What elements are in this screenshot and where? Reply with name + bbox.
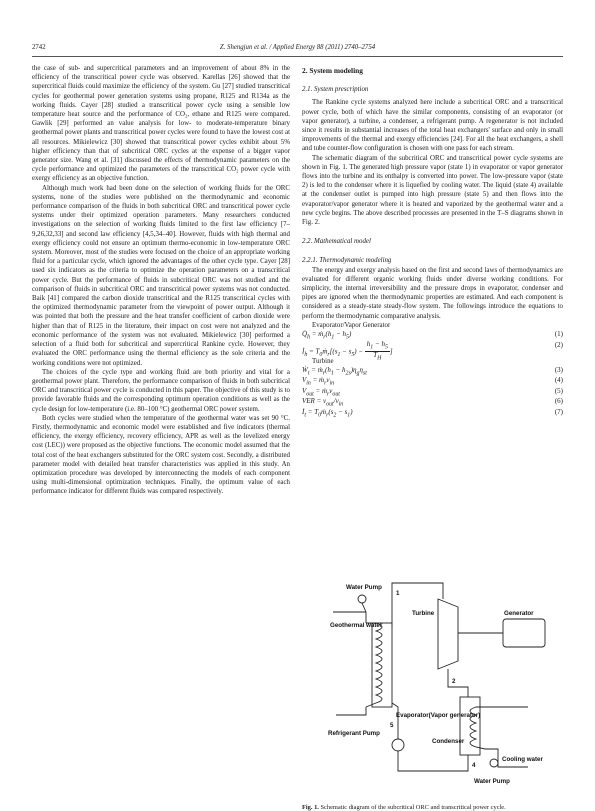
caption-text: Schematic diagram of the subcritical ORC and transcritical power cycle.: [320, 804, 506, 811]
paragraph: The choices of the cycle type and working fluid are both priority and vital for a geothermal power plant. Therefore, the performance comparison of fluids in both subcritical ORC and transcritical power cycle is conducted in this paper. The objective of this study is to provide favorable fluids and the corresponding optimum operation conditions as well as the cycle design for low-temperature (i.e. 80–100 °C) geothermal ORC power system.: [32, 368, 290, 413]
label-generator: Generator: [504, 610, 534, 617]
page-header: [32, 44, 563, 56]
header-rule: [32, 56, 563, 57]
equation-number: (2): [554, 340, 563, 349]
turbine-icon: [438, 599, 458, 669]
refrigerant-pump-icon: [392, 739, 404, 751]
right-column: [302, 64, 563, 418]
water-pump-top-link: [362, 603, 366, 612]
equation-group-label: Evaporator/Vapor Generator: [312, 321, 391, 329]
subsubsection-title: 2.2.1. Thermodynamic modeling: [302, 257, 392, 265]
label-cooling-water: Cooling water: [502, 756, 543, 763]
paragraph: Both cycles were studied when the temperature of the geothermal water was set 90 °C. Firstly, thermodynamic and economic model were established and five indicators (thermal efficiency, the exergy efficiency, recovery efficiency, APR as well as the levelized energy cost (LEC)) were proposed as the objective functions. The economic model assumed that the total cost of the heat exchangers substituted for the ORC system cost. Secondly, a distributed parameter model with detailed heat transfer characteristics was applied in this study. An optimization procedure was developed by interconnecting the models of each component using multi-dimensional optimization techniques. Finally, the optimum value of each performance indicator for different fluids was compared respectively.: [32, 414, 290, 496]
caption-label: Fig. 1.: [302, 804, 319, 811]
label-water-pump-bottom: Water Pump: [474, 778, 510, 785]
label-state-5: 5: [390, 722, 394, 729]
schematic-svg: [328, 575, 558, 798]
paragraph: Although much work had been done on the selection of working fluids for the ORC systems, none of the studies were published on the thermodynamic and economic performance comparison of the fluids in both subcritical ORC and transcritical power cycle systems under their optimized operation parameters. Many researchers conducted investigations on the selection of working fluids limited to the first law efficiency [7–9,26,32,33] and second law efficiency [4,5,34–40]. However, fluids with high thermal and exergy efficiency could not ensure an optimum thermo-economic in low-temperature ORC system. Moreover, most of the studies were focused on the choice of an appropriate working fluid for a particular cycle, which ignored the advantages of the other cycle type. Cayer [28] used six indicators as the criteria to optimize the operation parameters on a transcritical power cycle. But the performance of fluids in subcritical ORC was not studied and the comparison of fluids in subcritical ORC and transcritical power systems was not conducted. Baik [41] compared the carbon dioxide transcritical and the R125 transcritical cycles with the optimized thermodynamic parameter from the viewpoint of power output. Although it was pointed that both the pressure and the heat transfer coefficient of carbon dioxide were higher than that of R125 in the literature, their impact on cost were not analyzed and the economic performance of the system was not evaluated. Mikielewicz [30] performed a selection of a fluid both for subcritical and supercritical Rankine cycle. However, they evaluated the ORC performance using the thermal efficiency as the sole criteria and the working conditions were not optimized.: [32, 184, 290, 367]
generator-icon: [503, 619, 545, 647]
figure-caption: [302, 804, 506, 811]
paragraph: The schematic diagram of the subcritical ORC and transcritical power cycle systems are shown in Fig. 1. The generated high pressure vapor (state 1) in evaporator or vapor generator flows into the turbine and its enthalpy is converted into power. The low-pressure vapor (state 2) is led to the condenser where it is liquefied by cooling water. The liquid (state 4) available at the condenser outlet is pumped into high pressure (state 5) and then flows into the evaporator/vapor generator where it is heated and vaporized by the geothermal water and a new cycle begins. The above described processes are presented in the T–S diagrams shown in Fig. 2.: [302, 154, 563, 227]
label-state-4: 4: [472, 762, 476, 769]
equation-2: $İ_h$ = $T_0ṁ_r[(s_1 - s_5)$ − $\frac{h_1 - h_5}{T_H}$ ] (2): [302, 339, 563, 362]
equation-number: (4): [554, 376, 563, 385]
pipe-state-2: [448, 669, 468, 697]
equation-6: VER = $v_{out}/v_{in}$ (6): [302, 397, 563, 408]
geothermal-return-pipe: [336, 707, 366, 715]
label-turbine: Turbine: [412, 610, 435, 617]
water-pump-bottom-icon: [490, 759, 498, 767]
equation-7: $İ_t$ = $T_0ṁ_r(s_2 - s_1)$ (7): [302, 407, 563, 419]
paragraph: the case of sub- and supercritical parameters and an improvement of about 8% in the efficiency of the transcritical power cycle was observed. Karellas [26] showed that the supercritical fluids could maximize the efficiency of the system. Gu [27] studied transcritical cycles for geothermal power generation systems using propane, R125 and R134a as the working fluids. Cayer [28] studied a transcritical power cycle using a sensible low temperature heat source and the performance of CO₂, ethane and R125 were compared. Gawlik [29] performed an value analysis for low- to moderate-temperature binary geothermal power plants and transcritical power cycles were found to have the lowest cost at all resources. Mikielewicz [30] showed that transcritical power cycles exhibit about 5% higher efficiency than that of subcritical ORC cycles at the expense of a bigger vapor generator size. Wang et al. [31] discussed the effects of thermodynamic parameters on the cycle performance and optimized the parameters of the transcritical CO₂ power cycle with exergy efficiency as an objective function.: [32, 65, 290, 183]
label-refrigerant-pump: Refrigerant Pump: [328, 730, 380, 737]
figure-1-schematic: [328, 575, 558, 798]
paragraph: The Rankine cycle systems analyzed here include a subcritical ORC and a transcritical power cycle, both of which have the similar components, consisting of an evaporator (or vapor generator), a turbine, a condenser, a refrigerant pump. A regenerator is not included since it results in substantial increases of the total heat exchangers' surface and only in small improvements of the thermal and exergy efficiencies [24]. For all the heat exchangers, a shell and tube counter-flow configuration is chosen with one pass for each stream.: [302, 99, 563, 153]
section-title: 2. System modeling: [302, 66, 363, 75]
label-condenser: Condenser: [432, 738, 465, 745]
equation-number: (6): [554, 397, 563, 406]
equation-5: $V_{out}$ = $ṁ_rv_{out}$ (5): [302, 386, 563, 398]
equation-4: $V_{in}$ = $ṁ_rv_{in}$ (4): [302, 376, 563, 387]
paragraph: The energy and exergy analysis based on the first and second laws of thermodynamics are evaluated for different organic working fluids under diverse working conditions. For simplicity, the internal irreversibility and the pressure drops in evaporator, condenser and pipes are ignored when the thermodynamic properties are estimated. And each component is considered as a steady-state steady-flow system. The followings introduce the equations to perform the thermodynamic comparative analysis.: [302, 266, 563, 320]
pipe-state-1: [392, 583, 443, 627]
subsection-title: 2.1. System prescription: [302, 86, 369, 94]
equation-number: (5): [554, 386, 563, 395]
equation-1: $Q̇_h$ = $ṁ_r(h_1 - h_5)$ (1): [302, 330, 563, 341]
label-state-1: 1: [396, 590, 400, 597]
equation-group-label: Turbine: [312, 357, 334, 365]
pipe-state-4: [398, 751, 468, 771]
label-state-2: 2: [452, 678, 456, 685]
left-column: [32, 64, 290, 497]
evaporator-coil: [366, 623, 382, 707]
equation-number: (3): [554, 365, 563, 374]
equation-3: Ẇ$_t$ = $ṁ_r(h_1 - h_{2s})\eta_g\eta_{st}$ (3): [302, 365, 563, 377]
page-number: 2742: [32, 44, 46, 51]
water-pump-top-icon: [358, 595, 366, 603]
label-evaporator: Evaporator(Vapor generator): [396, 712, 481, 719]
pipe-state-5: [392, 703, 398, 739]
label-water-pump-top: Water Pump: [346, 584, 382, 591]
equation-number: (1): [554, 330, 563, 339]
journal-citation: Z. Shengjun et al. / Applied Energy 88 (2011) 2740–2754: [219, 44, 376, 51]
subsection-title: 2.2. Mathematical model: [302, 238, 371, 246]
label-geothermal-water: Geothermal water: [330, 622, 383, 629]
equation-number: (7): [554, 407, 563, 416]
